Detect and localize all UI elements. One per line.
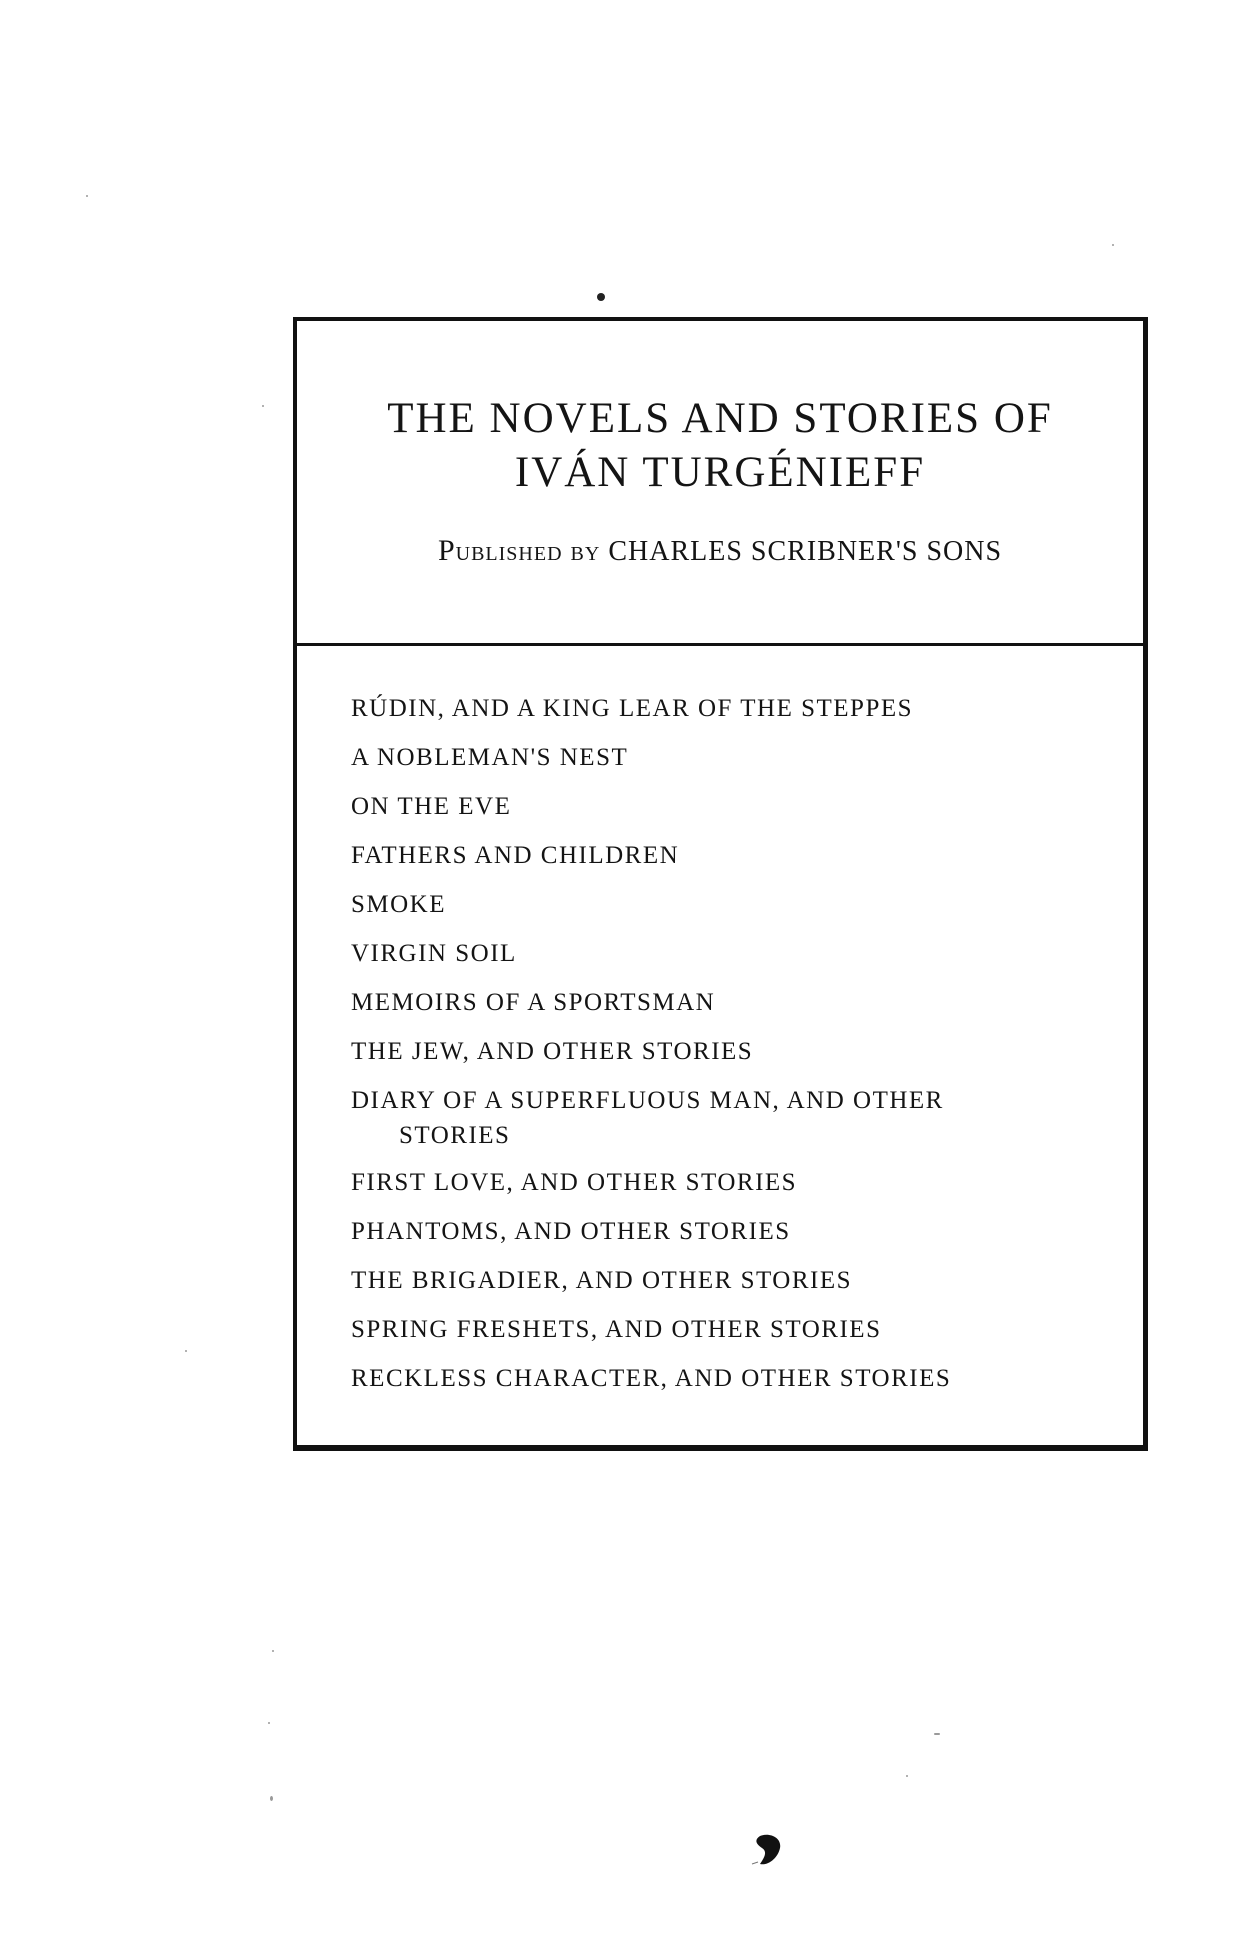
paper-speck	[1112, 244, 1114, 246]
title-list-frame	[293, 317, 1148, 1451]
paper-speck	[86, 195, 88, 197]
list-item: SPRING FRESHETS, AND OTHER STORIES	[351, 1316, 882, 1343]
series-header	[297, 321, 1143, 646]
paper-speck	[268, 1722, 270, 1724]
paper-speck	[934, 1733, 940, 1735]
title-list	[351, 691, 951, 1410]
list-item: THE JEW, AND OTHER STORIES	[351, 1038, 754, 1065]
list-item: FIRST LOVE, AND OTHER STORIES	[351, 1169, 798, 1196]
paper-speck	[906, 1775, 908, 1777]
list-item: RÚDIN, AND A KING LEAR OF THE STEPPES	[351, 695, 914, 722]
ink-smudge	[748, 1830, 788, 1870]
list-item: A NOBLEMAN'S NEST	[351, 744, 629, 771]
paper-speck	[185, 1350, 187, 1352]
published-cap: P	[437, 534, 456, 567]
series-title-line-2: IVÁN TURGÉNIEFF	[514, 449, 926, 496]
list-item: PHANTOMS, AND OTHER STORIES	[351, 1218, 791, 1245]
list-item: SMOKE	[351, 891, 447, 918]
publisher-name: CHARLES SCRIBNER'S SONS	[608, 536, 1003, 567]
list-item-line: DIARY OF A SUPERFLUOUS MAN, AND OTHER	[351, 1087, 944, 1114]
list-item: THE BRIGADIER, AND OTHER STORIES	[351, 1267, 853, 1294]
list-item-continuation: STORIES	[399, 1122, 511, 1149]
print-dot	[597, 293, 605, 301]
list-item: RECKLESS CHARACTER, AND OTHER STORIES	[351, 1365, 952, 1392]
publisher-line	[297, 534, 1143, 568]
list-item: ON THE EVE	[351, 793, 512, 820]
list-item: FATHERS AND CHILDREN	[351, 842, 680, 869]
list-item	[351, 1083, 951, 1153]
by-word: BY	[570, 543, 601, 565]
published-rest: UBLISHED	[455, 543, 563, 565]
paper-speck	[272, 1650, 274, 1652]
list-item: MEMOIRS OF A SPORTSMAN	[351, 989, 716, 1016]
series-title-line-1: THE NOVELS AND STORIES OF	[387, 395, 1053, 442]
list-item: VIRGIN SOIL	[351, 940, 517, 967]
paper-speck	[262, 405, 264, 407]
paper-speck	[270, 1796, 273, 1801]
